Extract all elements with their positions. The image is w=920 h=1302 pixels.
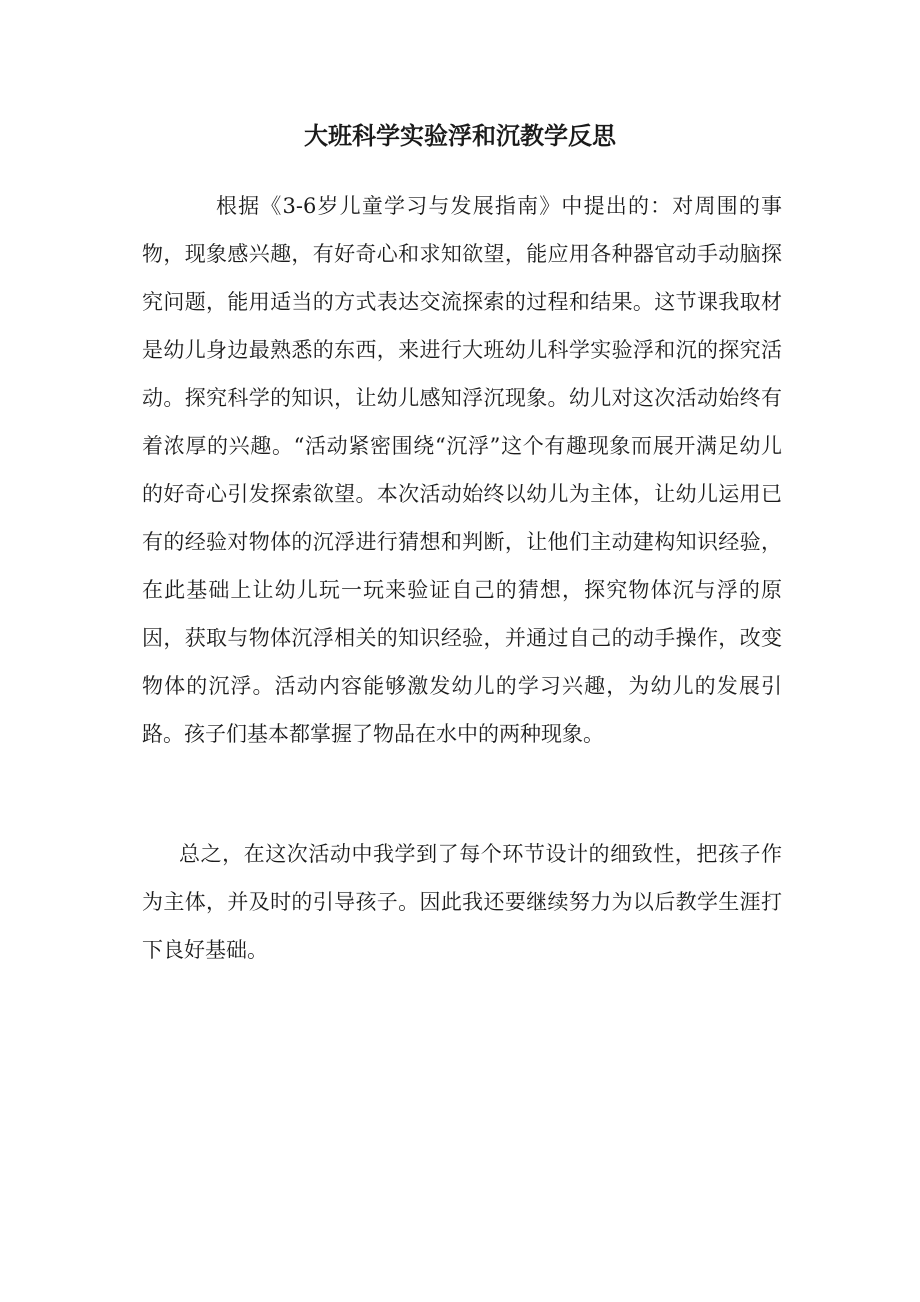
document-title: 大班科学实验浮和沉教学反思 xyxy=(304,121,616,150)
paragraph-1: 根据《3-6岁儿童学习与发展指南》中提出的：对周围的事物，现象感兴趣，有好奇心和求知欲望，能应用各种器官动手动脑探究问题，能用适当的方式表达交流探索的过程和结果。这节课我取材是幼儿身边最熟悉的东西，来进行大班幼儿科学实验浮和沉的探究活动。探究科学的知识，让幼儿感知浮沉现象。幼儿对这次活动始终有着浓厚的兴趣。“活动紧密围绕“沉浮”这个有趣现象而展开满足幼儿的好奇心引发探索欲望。本次活动始终以幼儿为主体，让幼儿运用已有的经验对物体的沉浮进行猜想和判断，让他们主动建构知识经验，在此基础上让幼儿玩一玩来验证自己的猜想，探究物体沉与浮的原因，获取与物体沉浮相关的知识经验，并通过自己的动手操作，改变物体的沉浮。活动内容能够激发幼儿的学习兴趣，为幼儿的发展引路。孩子们基本都掌握了物品在水中的两种现象。 xyxy=(142,194,782,746)
paragraph-2: 总之，在这次活动中我学到了每个环节设计的细致性，把孩子作为主体，并及时的引导孩子。因此我还要继续努力为以后教学生涯打下良好基础。 xyxy=(142,842,782,962)
